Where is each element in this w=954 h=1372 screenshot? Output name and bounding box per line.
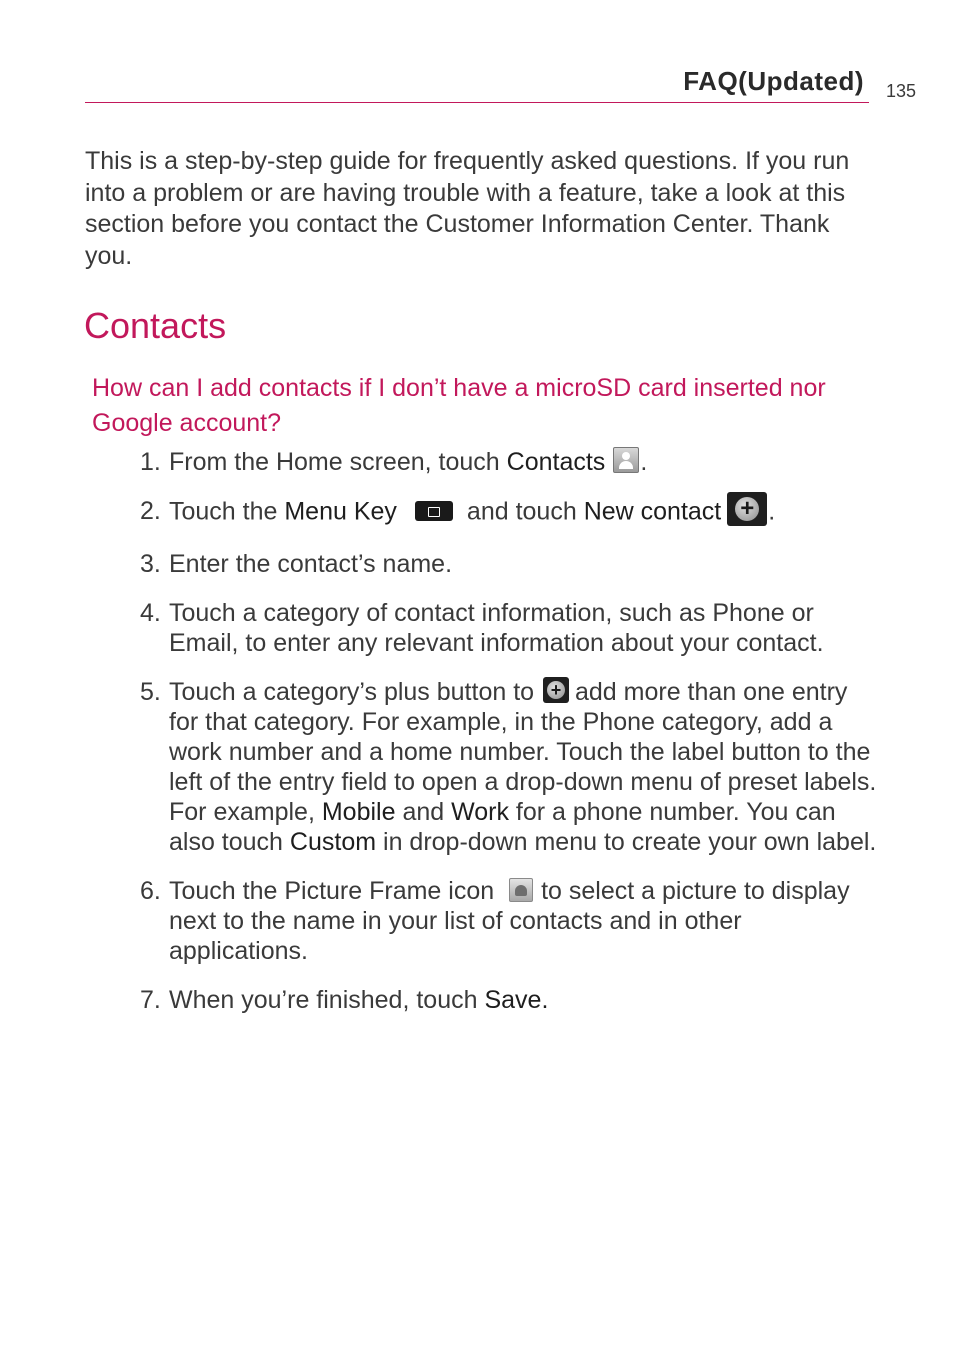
- step-text: Touch the Picture Frame icon: [169, 877, 502, 905]
- menu-key-label: Menu Key: [284, 497, 397, 526]
- step-text: and touch: [466, 497, 584, 526]
- new-contact-label: New contact: [583, 497, 722, 526]
- step-text: .: [640, 448, 648, 476]
- step-number: 2.: [140, 497, 161, 525]
- step-text: for a phone number. You can also touch: [169, 798, 836, 856]
- step-text: When you’re finished, touch: [169, 986, 485, 1014]
- step-text: in drop-down menu to create your own label.: [376, 828, 877, 856]
- step-2: [140, 496, 880, 530]
- step-4: [140, 598, 880, 658]
- contacts-label: Contacts: [506, 448, 606, 476]
- header-title: FAQ(Updated): [683, 66, 864, 96]
- step-text: .: [768, 497, 776, 526]
- steps-list: [140, 447, 880, 1034]
- step-3: [140, 549, 880, 579]
- step-number: 7.: [140, 986, 161, 1014]
- step-text: Touch a category of contact information, such as Phone or Email, to enter any relevant information about your contact.: [169, 599, 824, 657]
- step-7: [140, 985, 880, 1015]
- intro-paragraph: This is a step-by-step guide for frequently asked questions. If you run into a problem or are having trouble with a feature, take a look at this section before you contact the Customer Information Center. Thank you.: [85, 147, 850, 270]
- step-number: 6.: [140, 877, 161, 905]
- step-number: 1.: [140, 448, 161, 476]
- step-6: [140, 876, 880, 966]
- section-title: Contacts: [84, 305, 227, 346]
- faq-question: How can I add contacts if I don’t have a microSD card inserted nor Google account?: [92, 374, 826, 437]
- step-text: Enter the contact’s name.: [169, 550, 453, 578]
- save-label: Save.: [484, 986, 549, 1014]
- step-1: [140, 447, 880, 477]
- header-divider: [85, 102, 869, 103]
- step-text: Touch the: [169, 497, 285, 526]
- step-number: 5.: [140, 678, 161, 706]
- step-text: add more than one entry for that category. For example, in the Phone category, add a work number and a home number. Touch the label button to the left of the entry field to open a drop-down menu of preset labels. For example,: [169, 678, 877, 826]
- step-number: 3.: [140, 550, 161, 578]
- page-number: 135: [886, 81, 917, 101]
- work-label: Work: [451, 798, 509, 826]
- step-text: From the Home screen, touch: [169, 448, 507, 476]
- add-circle-icon: [727, 492, 767, 526]
- custom-label: Custom: [289, 828, 377, 856]
- contacts-app-icon: [613, 447, 639, 473]
- mobile-label: Mobile: [321, 798, 396, 826]
- step-5: [140, 677, 880, 857]
- step-number: 4.: [140, 599, 161, 627]
- plus-button-icon: [543, 677, 569, 703]
- step-text: Touch a category’s plus button to: [169, 678, 541, 706]
- step-text: to select a picture to display next to the name in your list of contacts and in other applications.: [169, 877, 850, 965]
- menu-key-icon: [415, 501, 453, 521]
- picture-frame-icon: [509, 878, 533, 902]
- step-text: and: [395, 798, 452, 826]
